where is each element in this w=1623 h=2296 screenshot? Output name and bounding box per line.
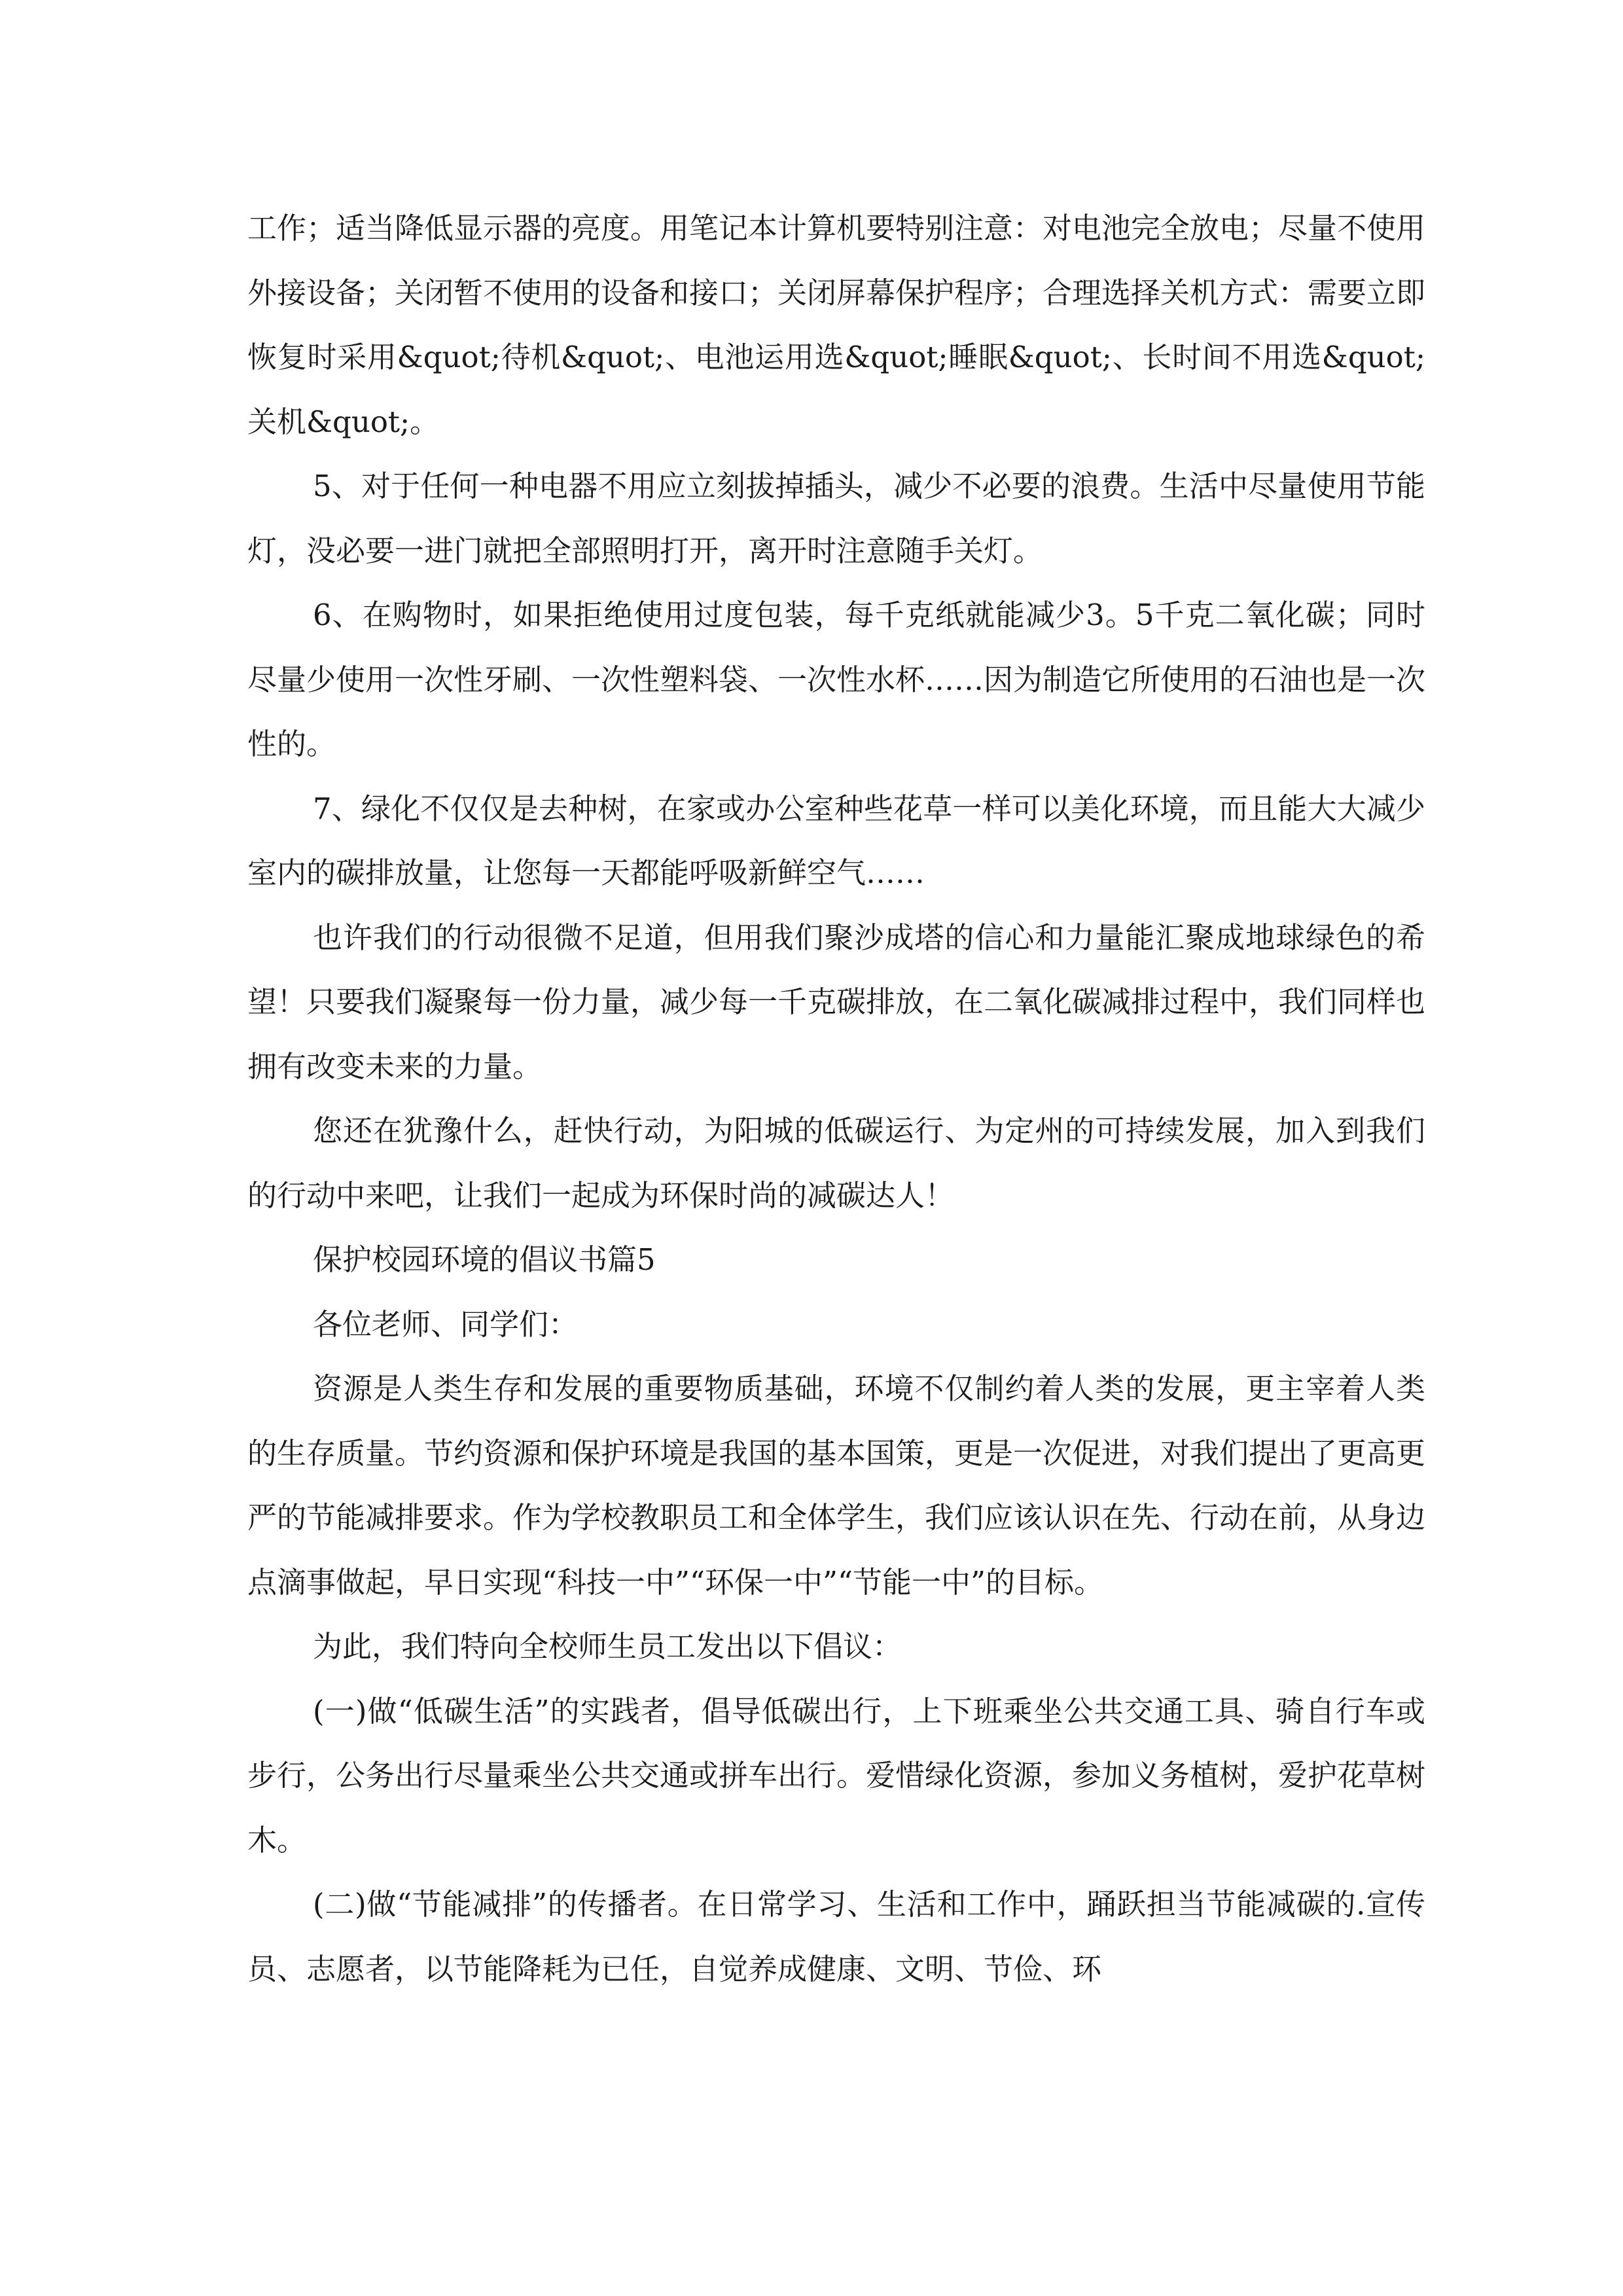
proposal-item-1: (一)做“低碳生活”的实践者，倡导低碳出行，上下班乘坐公共交通工具、骑自行车或步行，公务出行尽量乘坐公共交通或拼车出行。爱惜绿化资源，参加义务植树，爱护花草树木。 (247, 1693, 1426, 1857)
paragraph-proposal-intro: 为此，我们特向全校师生员工发出以下倡议： (313, 1629, 902, 1664)
paragraph-call-to-action: 您还在犹豫什么，赶快行动，为阳城的低碳运行、为定州的可持续发展，加入到我们的行动中来吧，让我们一起成为环保时尚的减碳达人！ (247, 1113, 1425, 1213)
paragraph-item-6-shopping: 6、在购物时，如果拒绝使用过度包装，每千克纸就能减少3。5千克二氧化碳；同时尽量少使用一次性牙刷、一次性塑料袋、一次性水杯……因为制造它所使用的石油也是一次性的。 (247, 598, 1426, 761)
proposal-item-2: (二)做“节能减排”的传播者。在日常学习、生活和工作中，踊跃担当节能减碳的.宣传员、志愿者，以节能降耗为已任，自觉养成健康、文明、节俭、环 (247, 1887, 1425, 1986)
paragraph-item-5-unplug: 5、对于任何一种电器不用应立刻拔掉插头，减少不必要的浪费。生活中尽量使用节能灯，没必要一进门就把全部照明打开，离开时注意随手关灯。 (247, 469, 1425, 568)
salutation: 各位老师、同学们： (313, 1306, 579, 1342)
paragraph-item-7-greening: 7、绿化不仅仅是去种树，在家或办公室种些花草一样可以美化环境，而且能大大减少室内的碳排放量，让您每一天都能呼吸新鲜空气…… (247, 791, 1425, 890)
paragraph-resources: 资源是人类生存和发展的重要物质基础，环境不仅制约着人类的发展，更主宰着人类的生存质量。节约资源和保护环境是我国的基本国策，更是一次促进，对我们提出了更高更严的节能减排要求。作为学校教职员工和全体学生，我们应该认识在先、行动在前，从身边点滴事做起，早日实现“科技一中”“环保一中”“节能一中”的目标。 (247, 1371, 1426, 1600)
document-body (247, 196, 1425, 2001)
paragraph-hope: 也许我们的行动很微不足道，但用我们聚沙成塔的信心和力量能汇聚成地球绿色的希望！只要我们凝聚每一份力量，减少每一千克碳排放，在二氧化碳减排过程中，我们同样也拥有改变未来的力量。 (247, 920, 1426, 1084)
section-title: 保护校园环境的倡议书篇5 (313, 1242, 656, 1277)
paragraph-computer-power-tips: 工作；适当降低显示器的亮度。用笔记本计算机要特别注意：对电池完全放电；尽量不使用外接设备；关闭暂不使用的设备和接口；关闭屏幕保护程序；合理选择关机方式：需要立即恢复时采用&quot;待机&quot;、电池运用选&quot;睡眠&quot;、长时间不用选&quot;关机&quot;。 (247, 211, 1426, 439)
